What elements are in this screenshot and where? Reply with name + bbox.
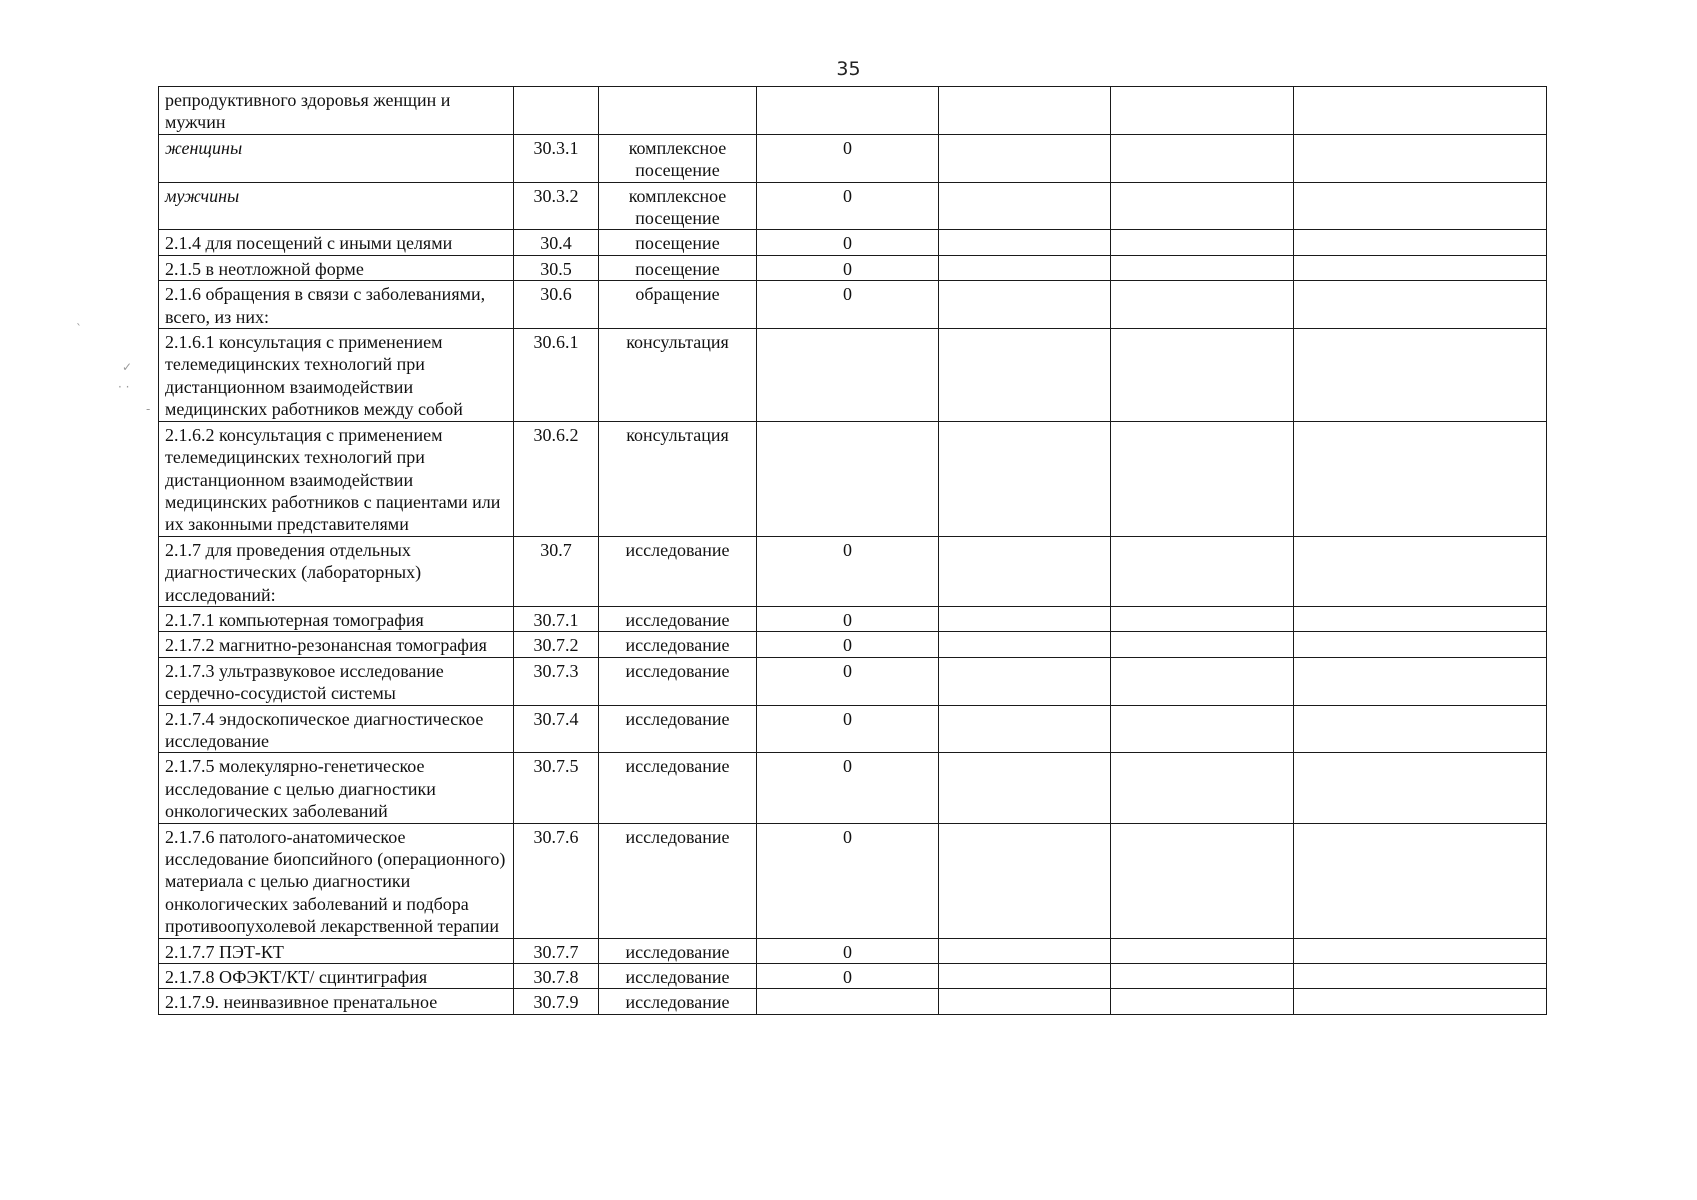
row-code-cell: 30.7 (514, 536, 599, 606)
table-row (159, 87, 1547, 135)
row-name-cell: 2.1.7.4 эндоскопическое диагностическое исследование (159, 705, 514, 753)
table-row (159, 989, 1547, 1014)
empty-cell (1111, 329, 1294, 422)
empty-cell (939, 632, 1111, 657)
table-row (159, 134, 1547, 182)
row-value-cell: 0 (757, 255, 939, 280)
row-code-cell: 30.6.2 (514, 421, 599, 536)
empty-cell (1294, 964, 1547, 989)
table-row (159, 281, 1547, 329)
row-name-cell: 2.1.7.6 патолого-анатомическое исследование биопсийного (операционного) материала с целью диагностики онкологических заболеваний и подбора противоопухолевой лекарственной терапии (159, 823, 514, 938)
row-value-cell (757, 87, 939, 135)
row-unit-cell: посещение (599, 230, 757, 255)
row-unit-cell: консультация (599, 421, 757, 536)
row-value-cell: 0 (757, 536, 939, 606)
row-name-cell: 2.1.7 для проведения отдельных диагностических (лабораторных) исследований: (159, 536, 514, 606)
row-value-cell: 0 (757, 938, 939, 963)
empty-cell (1111, 989, 1294, 1014)
empty-cell (1111, 255, 1294, 280)
row-name-cell: 2.1.7.3 ультразвуковое исследование сердечно-сосудистой системы (159, 657, 514, 705)
empty-cell (1294, 329, 1547, 422)
row-code-cell: 30.7.7 (514, 938, 599, 963)
row-value-cell: 0 (757, 964, 939, 989)
row-value-cell: 0 (757, 182, 939, 230)
empty-cell (1294, 134, 1547, 182)
row-unit-cell: исследование (599, 823, 757, 938)
table-body (159, 87, 1547, 1015)
empty-cell (939, 134, 1111, 182)
row-code-cell: 30.7.1 (514, 606, 599, 631)
empty-cell (1111, 421, 1294, 536)
row-name-cell: 2.1.4 для посещений с иными целями (159, 230, 514, 255)
table-row (159, 329, 1547, 422)
row-code-cell: 30.5 (514, 255, 599, 280)
empty-cell (939, 606, 1111, 631)
row-name-cell: 2.1.7.9. неинвазивное пренатальное (159, 989, 514, 1014)
row-code-cell: 30.7.8 (514, 964, 599, 989)
empty-cell (939, 938, 1111, 963)
table-row (159, 964, 1547, 989)
row-value-cell (757, 989, 939, 1014)
empty-cell (939, 989, 1111, 1014)
empty-cell (939, 182, 1111, 230)
row-name-cell: 2.1.7.7 ПЭТ-КТ (159, 938, 514, 963)
empty-cell (1294, 281, 1547, 329)
row-code-cell: 30.7.6 (514, 823, 599, 938)
row-name-cell: 2.1.5 в неотложной форме (159, 255, 514, 280)
empty-cell (1294, 87, 1547, 135)
empty-cell (1294, 753, 1547, 823)
table-row (159, 182, 1547, 230)
empty-cell (1294, 606, 1547, 631)
empty-cell (939, 421, 1111, 536)
row-unit-cell: исследование (599, 606, 757, 631)
empty-cell (1111, 938, 1294, 963)
table-row (159, 753, 1547, 823)
table-row (159, 632, 1547, 657)
empty-cell (1111, 281, 1294, 329)
row-code-cell (514, 87, 599, 135)
empty-cell (1294, 705, 1547, 753)
row-value-cell: 0 (757, 753, 939, 823)
empty-cell (1111, 230, 1294, 255)
table-row (159, 657, 1547, 705)
row-code-cell: 30.7.5 (514, 753, 599, 823)
empty-cell (1294, 989, 1547, 1014)
row-unit-cell: комплексное посещение (599, 182, 757, 230)
scan-artifact: - (146, 402, 151, 416)
scan-artifact: · · (118, 380, 130, 394)
row-code-cell: 30.3.2 (514, 182, 599, 230)
empty-cell (1111, 657, 1294, 705)
empty-cell (939, 329, 1111, 422)
empty-cell (939, 705, 1111, 753)
empty-cell (1294, 657, 1547, 705)
row-value-cell (757, 329, 939, 422)
empty-cell (1111, 823, 1294, 938)
page-number: 35 (836, 58, 861, 80)
row-value-cell: 0 (757, 657, 939, 705)
row-unit-cell: консультация (599, 329, 757, 422)
row-value-cell: 0 (757, 705, 939, 753)
row-unit-cell: комплексное посещение (599, 134, 757, 182)
row-value-cell: 0 (757, 281, 939, 329)
scan-artifact: ` (76, 322, 82, 336)
empty-cell (1294, 823, 1547, 938)
empty-cell (1111, 964, 1294, 989)
row-unit-cell: исследование (599, 632, 757, 657)
empty-cell (939, 823, 1111, 938)
table-row (159, 823, 1547, 938)
row-code-cell: 30.6.1 (514, 329, 599, 422)
row-name-cell: 2.1.7.2 магнитно-резонансная томография (159, 632, 514, 657)
table-row (159, 421, 1547, 536)
empty-cell (1294, 421, 1547, 536)
empty-cell (939, 536, 1111, 606)
row-name-cell: 2.1.7.1 компьютерная томография (159, 606, 514, 631)
row-code-cell: 30.4 (514, 230, 599, 255)
empty-cell (939, 657, 1111, 705)
empty-cell (939, 87, 1111, 135)
empty-cell (1111, 182, 1294, 230)
empty-cell (1294, 230, 1547, 255)
row-unit-cell: исследование (599, 536, 757, 606)
row-name-cell: 2.1.6.2 консультация с применением телемедицинских технологий при дистанционном взаимодействии медицинских работников с пациентами или их законными представителями (159, 421, 514, 536)
table-row (159, 230, 1547, 255)
row-unit-cell: посещение (599, 255, 757, 280)
row-unit-cell: исследование (599, 938, 757, 963)
row-unit-cell: исследование (599, 657, 757, 705)
empty-cell (939, 753, 1111, 823)
row-code-cell: 30.3.1 (514, 134, 599, 182)
row-code-cell: 30.6 (514, 281, 599, 329)
row-value-cell: 0 (757, 823, 939, 938)
empty-cell (939, 255, 1111, 280)
row-value-cell: 0 (757, 230, 939, 255)
table-row (159, 606, 1547, 631)
empty-cell (939, 230, 1111, 255)
table-row (159, 705, 1547, 753)
empty-cell (1111, 632, 1294, 657)
row-value-cell (757, 421, 939, 536)
empty-cell (1111, 606, 1294, 631)
row-code-cell: 30.7.3 (514, 657, 599, 705)
empty-cell (1294, 632, 1547, 657)
empty-cell (1294, 536, 1547, 606)
row-name-cell: 2.1.7.5 молекулярно-генетическое исследование с целью диагностики онкологических заболеваний (159, 753, 514, 823)
row-name-cell: женщины (159, 134, 514, 182)
row-unit-cell: исследование (599, 705, 757, 753)
row-name-cell: 2.1.6.1 консультация с применением телемедицинских технологий при дистанционном взаимодействии медицинских работников между собой (159, 329, 514, 422)
row-unit-cell (599, 87, 757, 135)
row-value-cell: 0 (757, 632, 939, 657)
row-code-cell: 30.7.2 (514, 632, 599, 657)
row-code-cell: 30.7.9 (514, 989, 599, 1014)
row-unit-cell: исследование (599, 989, 757, 1014)
empty-cell (1294, 182, 1547, 230)
row-name-cell: репродуктивного здоровья женщин и мужчин (159, 87, 514, 135)
row-name-cell: 2.1.7.8 ОФЭКТ/КТ/ сцинтиграфия (159, 964, 514, 989)
empty-cell (939, 281, 1111, 329)
row-name-cell: 2.1.6 обращения в связи с заболеваниями, всего, из них: (159, 281, 514, 329)
row-unit-cell: исследование (599, 753, 757, 823)
row-value-cell: 0 (757, 134, 939, 182)
row-unit-cell: обращение (599, 281, 757, 329)
table-row (159, 255, 1547, 280)
data-table (158, 86, 1547, 1015)
row-value-cell: 0 (757, 606, 939, 631)
scan-artifact: ✓ (122, 360, 133, 374)
row-code-cell: 30.7.4 (514, 705, 599, 753)
empty-cell (1294, 938, 1547, 963)
empty-cell (1111, 87, 1294, 135)
empty-cell (1111, 134, 1294, 182)
table-row (159, 938, 1547, 963)
empty-cell (1111, 536, 1294, 606)
empty-cell (1111, 705, 1294, 753)
row-unit-cell: исследование (599, 964, 757, 989)
empty-cell (1111, 753, 1294, 823)
table-row (159, 536, 1547, 606)
row-name-cell: мужчины (159, 182, 514, 230)
empty-cell (1294, 255, 1547, 280)
empty-cell (939, 964, 1111, 989)
